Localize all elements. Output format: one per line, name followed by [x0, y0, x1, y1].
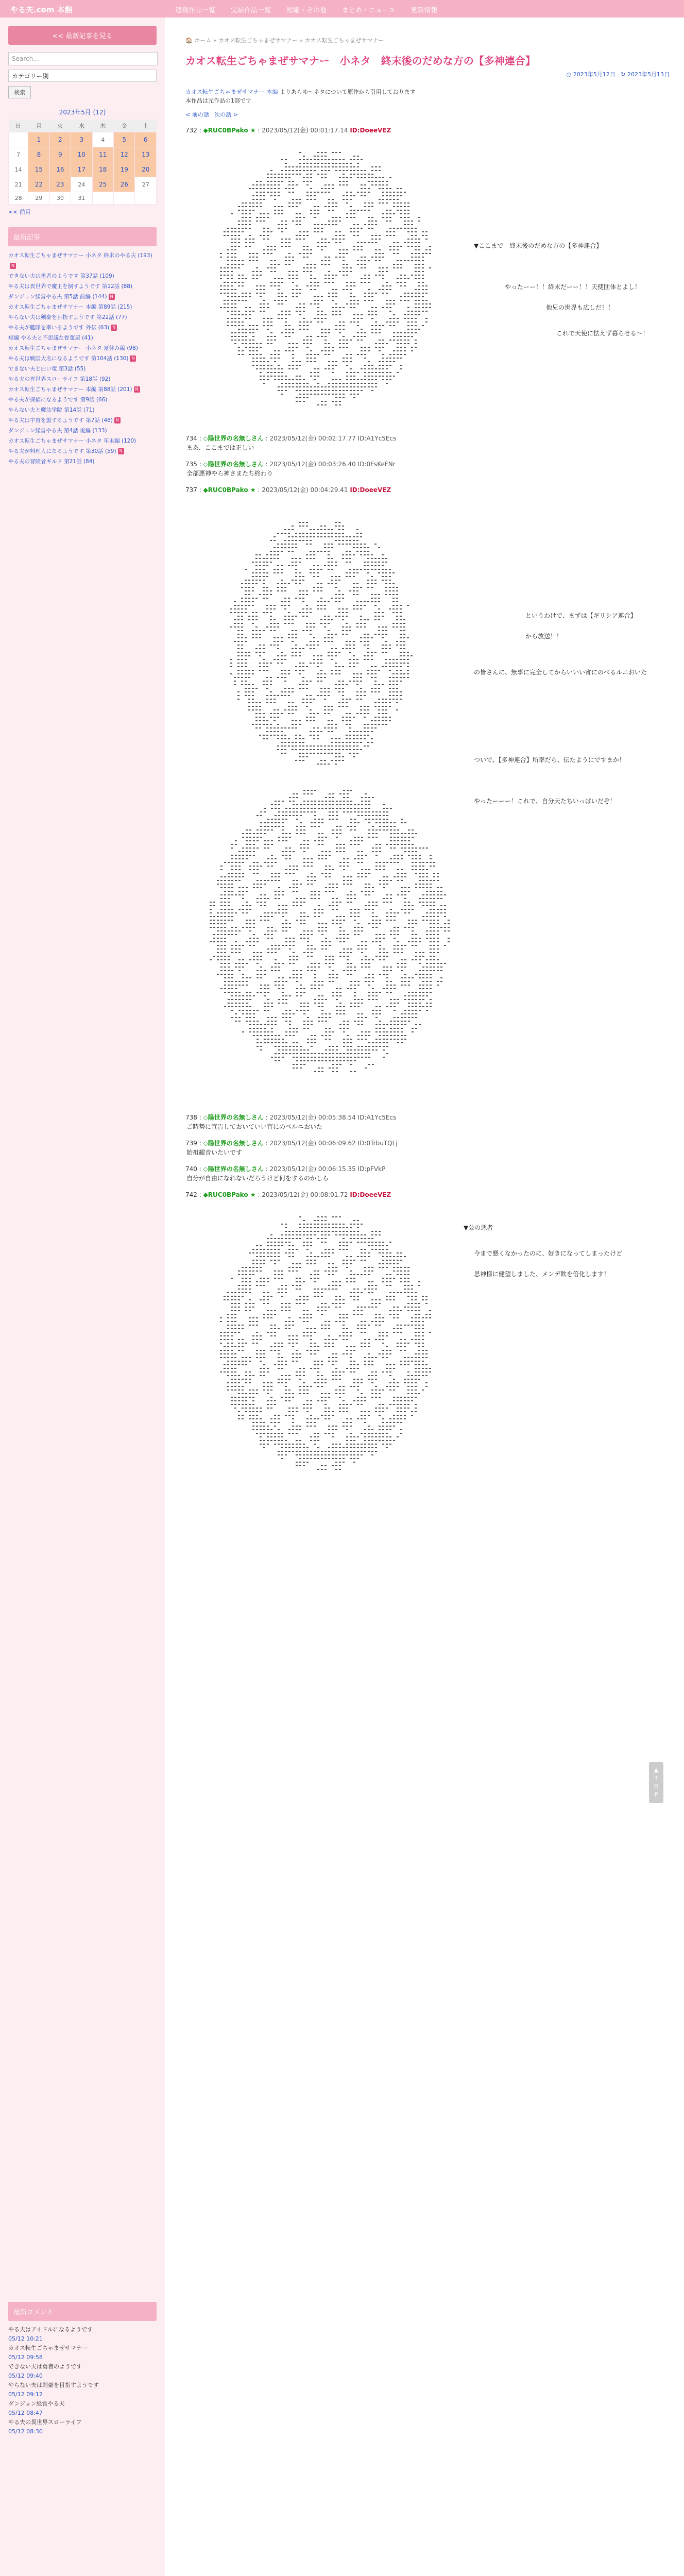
ascii-art-block — [185, 498, 670, 1106]
post-date: : 2023/05/12(金) 00:04:29.41 — [255, 486, 350, 494]
post-header — [185, 434, 670, 443]
calendar-weekday: 土 — [135, 120, 157, 132]
recent-article-item — [8, 302, 157, 312]
post-body: まあ、ここまでは正しい — [186, 444, 254, 451]
calendar-day[interactable]: 2 — [49, 132, 71, 147]
recent-comment-text[interactable]: できない夫は勇者のようです — [8, 2363, 82, 2370]
posted-date: 2023年5月12日 — [573, 71, 615, 78]
recent-comment-text[interactable]: カオス転生ごちゃまぜサマナー — [8, 2345, 88, 2351]
source-info — [185, 88, 670, 105]
ascii-art-dialogue: ▼公の悪者 — [464, 1224, 493, 1231]
calendar-day[interactable]: 13 — [135, 147, 157, 162]
new-badge: N — [109, 294, 115, 300]
recent-article-link[interactable]: ダンジョン経営やる夫 第5話 前編 (144) — [8, 294, 107, 300]
ascii-art-dialogue: 今まで悪くなかったのに、好きになってしまったけど — [474, 1250, 623, 1257]
recent-article-link[interactable]: やる夫は宇宙を旅するようです 第7話 (48) — [8, 417, 113, 423]
calendar-weekday: 火 — [49, 120, 71, 132]
post-author: ◇陽世界の名無しさん — [203, 435, 264, 442]
recent-article-link[interactable]: やる夫は戦国大名になるようです 第104話 (130) — [8, 355, 129, 362]
nav-item[interactable]: 完結作品一覧 — [231, 7, 271, 14]
nav-item[interactable]: 連載作品一覧 — [175, 7, 216, 14]
refresh-icon: ↻ — [621, 71, 626, 78]
post-date: : 2023/05/12(金) 00:01:17.14 — [255, 127, 350, 134]
recent-comment-text[interactable]: やらない夫は剣豪を目指すようです — [8, 2382, 99, 2388]
post-header — [185, 1190, 670, 1199]
calendar-day[interactable]: 17 — [71, 162, 92, 177]
recent-article-link[interactable]: カオス転生ごちゃまぜサマナー 本編 第88話 (201) — [8, 386, 132, 393]
post-date: : 2023/05/12(金) 00:05:38.54 — [263, 1114, 358, 1121]
calendar-day: 14 — [9, 162, 28, 177]
calendar-prev-link[interactable]: << 前月 — [8, 209, 31, 215]
recent-comment-text[interactable]: やる夫はアイドルになるようです — [8, 2326, 93, 2333]
recent-article-item — [8, 343, 157, 353]
calendar-day — [114, 192, 135, 205]
ascii-art-block — [185, 1202, 670, 1491]
recent-article-item — [8, 364, 157, 374]
arrow-up-icon: ▲ — [654, 1767, 659, 1773]
recent-article-link[interactable]: カオス転生ごちゃまぜサマナー 本編 第89話 (215) — [8, 304, 132, 310]
post-number: 735 : — [185, 461, 203, 468]
post — [185, 485, 670, 1106]
calendar-title: 2023年5月 (12) — [59, 109, 106, 116]
recent-article-link[interactable]: やらない夫は剣豪を目指すようです 第22話 (77) — [8, 314, 127, 320]
recent-article-link[interactable]: やる夫の冒険者ギルド 第21話 (84) — [8, 459, 95, 465]
nav-item[interactable]: 更新情報 — [411, 7, 438, 14]
new-badge: N — [134, 386, 140, 393]
recent-article-item — [8, 426, 157, 436]
calendar-weekday: 金 — [114, 120, 135, 132]
recent-article-link[interactable]: やる夫が艦隊を率いるようです 外伝 (63) — [8, 325, 110, 331]
recent-article-item — [8, 405, 157, 415]
recent-article-link[interactable]: カオス転生ごちゃまぜサマナー 小ネタ 年末編 (120) — [8, 438, 136, 444]
breadcrumb-home[interactable]: ホーム — [194, 37, 212, 44]
calendar-day — [9, 132, 28, 147]
ascii-art-dialogue: これで天使に怯えず暮らせる〜！ — [556, 330, 649, 337]
calendar-day[interactable]: 20 — [135, 162, 157, 177]
post-id[interactable]: ID:0FsKeFNr — [357, 461, 396, 468]
recent-article-link[interactable]: できない夫と白い竜 第3話 (55) — [8, 366, 86, 372]
ascii-art-dialogue: から放送！！ — [525, 633, 563, 640]
calendar-day: 30 — [49, 192, 71, 205]
source-link[interactable]: カオス転生ごちゃまぜサマナー 本編 — [185, 89, 278, 95]
page-title: カオス転生ごちゃまぜサマナー 小ネタ 終末後のだめな方の【多神連合】 — [185, 55, 536, 67]
calendar-day[interactable]: 11 — [92, 147, 113, 162]
site-title[interactable]: やる夫.com 本館 — [10, 5, 73, 14]
updated-date: 2023年5月13日 — [627, 71, 670, 78]
recent-comment-text[interactable]: やる夫の異世界スローライフ — [8, 2419, 82, 2426]
post-id[interactable]: ID:DoeeVEZ — [350, 1191, 391, 1198]
calendar-day[interactable]: 16 — [49, 162, 71, 177]
recent-comment-date: 05/12 09:40 — [8, 2372, 43, 2379]
calendar-day[interactable]: 22 — [28, 177, 49, 192]
recent-comment-text[interactable]: ダンジョン経営やる夫 — [8, 2400, 65, 2407]
recent-article-item — [8, 384, 157, 395]
post — [185, 1164, 670, 1183]
sidebar — [0, 18, 165, 2576]
post-date: : 2023/05/12(金) 00:06:09.62 — [263, 1140, 358, 1147]
recent-comment-item — [8, 2381, 157, 2399]
recent-article-item — [8, 292, 157, 302]
post-number: 732 : — [185, 127, 203, 134]
post — [185, 434, 670, 452]
source-text: よりあらゆ〜ネタについて原作から引用しております — [279, 89, 416, 95]
recent-article-item — [8, 312, 157, 323]
calendar-day[interactable]: 6 — [135, 132, 157, 147]
recent-comments-heading: 最新コメント — [8, 2302, 157, 2321]
post-author: ◆RUC0BPako ★ — [203, 1191, 256, 1198]
new-badge: N — [10, 263, 16, 269]
recent-article-item — [8, 281, 157, 292]
ascii-art-dialogue: 他兄の世界も広しだ！！ — [546, 304, 614, 311]
post-number: 740 : — [185, 1165, 203, 1173]
post-author: ◇陽世界の名無しさん — [203, 1114, 264, 1121]
recent-comment-date: 05/12 09:58 — [8, 2354, 43, 2361]
post-author: ◇陽世界の名無しさん — [203, 461, 264, 468]
post — [185, 460, 670, 478]
nav-item[interactable]: 短編・その他 — [286, 7, 327, 14]
latest-articles-button[interactable]: << 最新記事を見る — [8, 26, 157, 45]
ascii-art-dialogue: やったーーー！これで、自分天たちいっぱいだぞ！ — [474, 798, 616, 805]
calendar-day: 24 — [71, 177, 92, 192]
calendar-day — [92, 192, 113, 205]
calendar-day: 7 — [9, 147, 28, 162]
calendar-day: 28 — [9, 192, 28, 205]
calendar-day[interactable]: 12 — [114, 147, 135, 162]
calendar-day[interactable]: 23 — [49, 177, 71, 192]
post-id[interactable]: ID:A1Yc5Ecs — [357, 1114, 397, 1121]
breadcrumb-current: カオス転生ごちゃまぜサマナー — [304, 37, 384, 44]
recent-article-item — [8, 395, 157, 405]
recent-article-item — [8, 456, 157, 467]
recent-article-link[interactable]: やる夫の異世界スローライフ 第18話 (92) — [8, 376, 111, 382]
post-body: 自分が自由になれないだろうけど何をするのかしら — [186, 1175, 329, 1182]
calendar-day: 21 — [9, 177, 28, 192]
recent-comment-date: 05/12 08:47 — [8, 2410, 43, 2416]
recent-comment-date: 05/12 10:21 — [8, 2335, 43, 2342]
post-thread — [185, 126, 670, 1491]
recent-comment-date: 05/12 08:30 — [8, 2428, 43, 2435]
post-author: ◇陽世界の名無しさん — [203, 1140, 264, 1147]
calendar-day[interactable]: 8 — [28, 147, 49, 162]
post-date: : 2023/05/12(金) 00:02:17.77 — [263, 435, 358, 442]
calendar-day — [135, 192, 157, 205]
new-badge: N — [130, 355, 136, 362]
post-id[interactable]: ID:0TrbuTQLj — [357, 1140, 398, 1147]
breadcrumb: 🏠 ホーム » カオス転生ごちゃまぜサマナー » カオス転生ごちゃまぜサマナー — [185, 37, 384, 44]
calendar-day[interactable]: 18 — [92, 162, 113, 177]
post-header — [185, 1139, 670, 1148]
calendar-day[interactable]: 10 — [71, 147, 92, 162]
ascii-art-dialogue: というわけで、まずは【ギリシア連合】 — [525, 612, 637, 619]
recent-article-link[interactable]: カオス転生ごちゃまぜサマナー 小ネタ 終末のやる夫 (193) — [8, 252, 152, 259]
ascii-art-dialogue: やったーー！！終末だーー！！天使団体とよし！ — [505, 283, 641, 291]
recent-article-link[interactable]: ダンジョン経営やる夫 第4話 後編 (133) — [8, 428, 107, 434]
calendar-day[interactable]: 25 — [92, 177, 113, 192]
post-number: 734 : — [185, 435, 203, 442]
ascii-art-illustration — [185, 1202, 670, 1491]
new-badge: N — [114, 417, 121, 423]
post-body: 始祖観音いたいです — [186, 1149, 243, 1156]
post-header — [185, 460, 670, 469]
home-icon: 🏠 — [185, 37, 193, 44]
post-header — [185, 1113, 670, 1122]
recent-comments-list — [8, 2325, 157, 2436]
post — [185, 1139, 670, 1157]
post-number: 738 : — [185, 1114, 203, 1121]
calendar-day[interactable]: 9 — [49, 147, 71, 162]
recent-article-link[interactable]: やる夫は異世界で魔王を倒すようです 第12話 (88) — [8, 283, 133, 290]
post-header — [185, 485, 670, 495]
ascii-art-block — [185, 138, 670, 427]
post-author: ◆RUC0BPako ★ — [203, 127, 256, 134]
calendar-weekday: 水 — [71, 120, 92, 132]
ascii-art-dialogue: ついで、【多神連合】所率だら、伝たようにですまか！ — [474, 756, 625, 764]
post — [185, 1190, 670, 1491]
source-note: 本作品は元作品の1部です — [185, 97, 251, 104]
post-date: : 2023/05/12(金) 00:03:26.40 — [263, 461, 358, 468]
recent-article-item — [8, 333, 157, 343]
calendar-day[interactable]: 1 — [28, 132, 49, 147]
calendar-day[interactable]: 26 — [114, 177, 135, 192]
post — [185, 1113, 670, 1131]
clock-icon: ◷ — [566, 71, 572, 78]
calendar-day: 29 — [28, 192, 49, 205]
post-date: : 2023/05/12(金) 00:08:01.72 — [255, 1191, 350, 1198]
recent-comment-item — [8, 2362, 157, 2381]
calendar-day[interactable]: 15 — [28, 162, 49, 177]
post-author: ◆RUC0BPako ★ — [203, 486, 256, 494]
search-submit-button[interactable]: 検索 — [8, 86, 31, 98]
recent-article-link[interactable]: やる夫が料理人になるようです 第30話 (59) — [8, 448, 116, 454]
recent-article-item — [8, 436, 157, 446]
post-author: ◇陽世界の名無しさん — [203, 1165, 264, 1173]
calendar — [8, 120, 157, 205]
recent-article-item — [8, 374, 157, 384]
recent-comment-item — [8, 2325, 157, 2344]
recent-article-item — [8, 271, 157, 281]
recent-articles-heading: 最新記事 — [8, 227, 157, 246]
main-content — [185, 18, 670, 2576]
calendar-day: 4 — [92, 132, 113, 147]
recent-article-item — [8, 446, 157, 456]
recent-article-item — [8, 415, 157, 426]
top-nav — [175, 5, 437, 14]
post-id[interactable]: ID:pFVkP — [357, 1165, 386, 1173]
post-id[interactable]: ID:A1Yc5Ecs — [357, 435, 397, 442]
recent-article-link[interactable]: やらない夫と魔法学院 第14話 (71) — [8, 407, 95, 413]
calendar-day[interactable]: 5 — [114, 132, 135, 147]
post-number: 739 : — [185, 1140, 203, 1147]
category-select[interactable]: カテゴリー別 — [8, 70, 157, 82]
post-id[interactable]: ID:DoeeVEZ — [350, 486, 391, 494]
calendar-weekday: 木 — [92, 120, 113, 132]
recent-article-link[interactable]: カオス転生ごちゃまぜサマナー 小ネタ 夏休み編 (98) — [8, 345, 138, 351]
post-header — [185, 126, 670, 135]
pager — [185, 110, 670, 118]
post-id[interactable]: ID:DoeeVEZ — [350, 127, 391, 134]
calendar-day: 31 — [71, 192, 92, 205]
post-number: 737 : — [185, 486, 203, 494]
post-date: : 2023/05/12(金) 00:06:15.35 — [263, 1165, 358, 1173]
ascii-art-dialogue: の皆さんに、無事に完全してからいいい宵にのべるルニおいた — [474, 669, 647, 676]
recent-article-link[interactable]: できない夫は勇者のようです 第37話 (109) — [8, 273, 114, 279]
pager-prev[interactable]: < 前の話 — [185, 111, 209, 118]
calendar-weekday: 日 — [9, 120, 28, 132]
calendar-weekday: 月 — [28, 120, 49, 132]
recent-article-item — [8, 323, 157, 333]
recent-article-link[interactable]: やる夫が探偵になるようです 第9話 (66) — [8, 397, 108, 403]
calendar-day[interactable]: 19 — [114, 162, 135, 177]
ascii-art-dialogue: 思神様に健望しました、メンデ飲を倍化します！ — [474, 1270, 610, 1278]
post-body: ご時勢に宣告しておいていい宵にのべルニおいた — [186, 1123, 323, 1130]
scroll-top-button[interactable]: ▲ T O P — [649, 1762, 663, 1803]
new-badge: N — [111, 325, 117, 331]
recent-article-link[interactable]: 短編 やる夫と不思議な骨董屋 (41) — [8, 335, 93, 341]
recent-comment-item — [8, 2399, 157, 2418]
recent-comment-item — [8, 2418, 157, 2436]
search-input[interactable]: Search... — [8, 52, 158, 65]
post-header — [185, 1164, 670, 1174]
post-body: 全部悪神やら神さまたち終わり — [186, 470, 273, 477]
post — [185, 126, 670, 427]
new-badge: N — [118, 448, 124, 454]
calendar-day[interactable]: 3 — [71, 132, 92, 147]
breadcrumb-category[interactable]: カオス転生ごちゃまぜサマナー — [218, 37, 298, 44]
recent-articles-list — [8, 250, 157, 2291]
recent-comment-date: 05/12 09:12 — [8, 2391, 43, 2398]
pager-next[interactable]: 次の話 > — [214, 111, 238, 118]
recent-article-item — [8, 250, 157, 271]
post-number: 742 : — [185, 1191, 203, 1198]
ascii-art-dialogue: ▼ここまで 終末後のだめな方の【多神連合】 — [474, 242, 603, 249]
recent-comment-item — [8, 2344, 157, 2362]
post-dates — [185, 70, 670, 78]
recent-article-item — [8, 353, 157, 364]
nav-item[interactable]: まとめ・ニュース — [342, 7, 396, 14]
top-bar — [0, 0, 684, 18]
calendar-day: 27 — [135, 177, 157, 192]
